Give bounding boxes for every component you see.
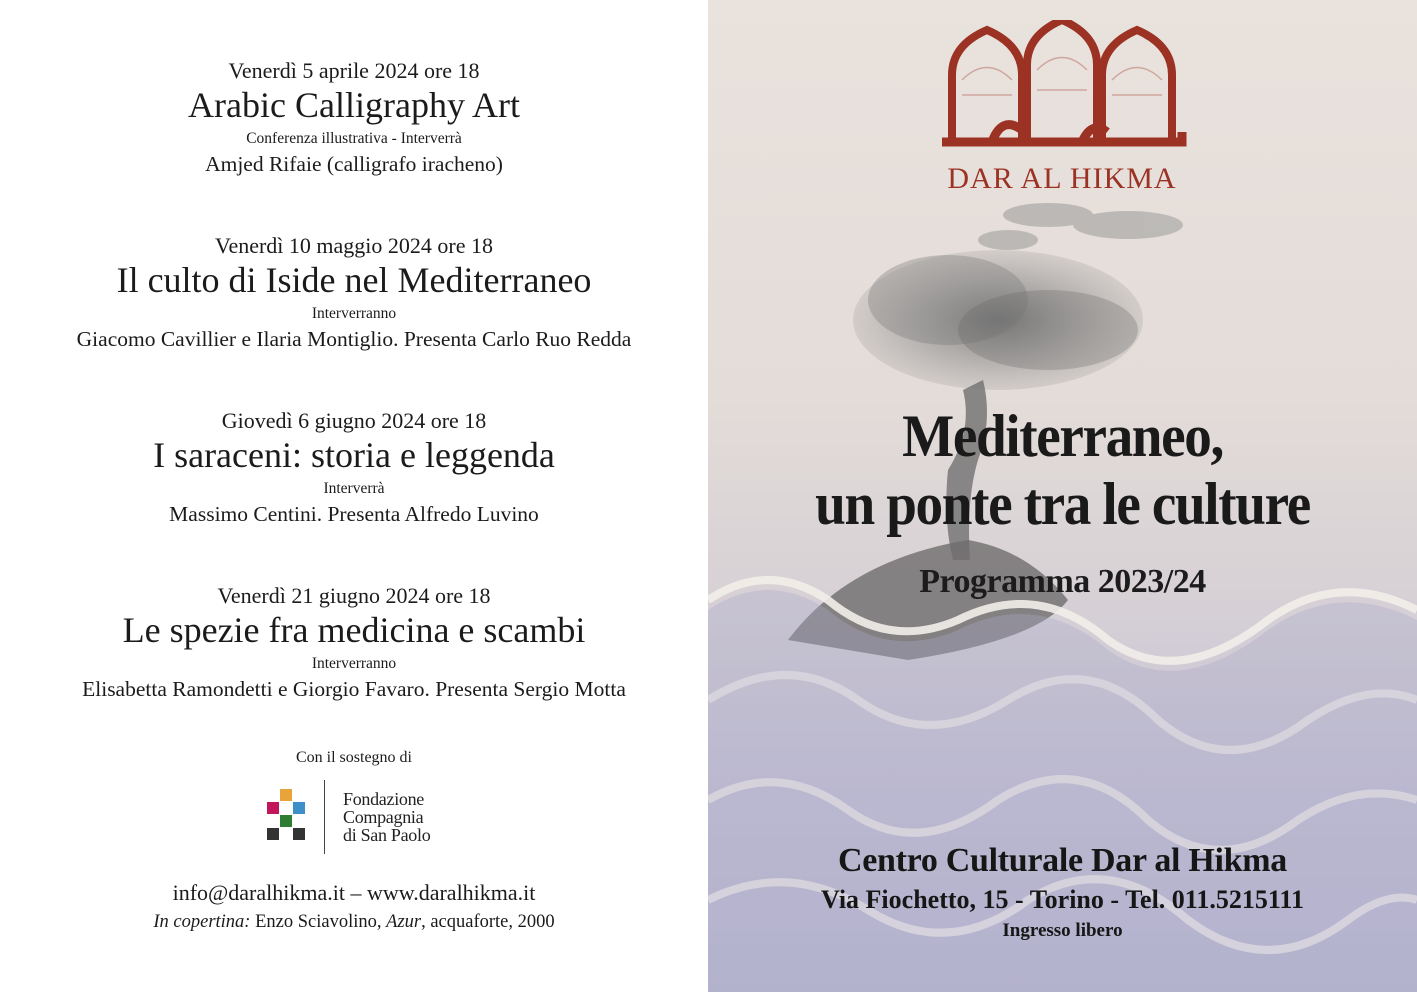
event-role: Interverranno xyxy=(311,305,397,322)
event-speakers: Giacomo Cavillier e Ilaria Montiglio. Presenta Carlo Ruo Redda xyxy=(76,327,632,351)
sponsor-square xyxy=(267,828,279,840)
event-date: Venerdì 10 maggio 2024 ore 18 xyxy=(215,233,493,258)
arches-icon xyxy=(932,20,1192,160)
sponsor-name-line: Compagnia xyxy=(343,807,424,827)
sponsor-square xyxy=(267,802,279,814)
event-title: I saraceni: storia e leggenda xyxy=(153,435,555,475)
event-role: Conferenza illustrativa - Interverrà xyxy=(246,130,462,147)
sponsor-square xyxy=(280,789,292,801)
sponsor-name-line: Fondazione xyxy=(343,789,424,809)
contacts[interactable]: info@daralhikma.it – www.daralhikma.it xyxy=(172,880,536,905)
event-speakers: Massimo Centini. Presenta Alfredo Luvino xyxy=(169,502,539,526)
cover-title xyxy=(736,402,1388,538)
entry-note: Ingresso libero xyxy=(1002,920,1123,941)
event-role: Interverrà xyxy=(323,480,385,497)
event-date: Giovedì 6 giugno 2024 ore 18 xyxy=(221,408,487,433)
venue-address: Via Fiochetto, 15 - Torino - Tel. 011.5215111 xyxy=(821,885,1304,914)
dar-al-hikma-logo xyxy=(932,20,1192,200)
event-1 xyxy=(0,58,708,177)
event-role: Interverranno xyxy=(311,655,397,672)
credit-work: Azur xyxy=(386,912,422,932)
cover-title-line: un ponte tra le culture xyxy=(815,471,1310,537)
cover-title-line: Mediterraneo, xyxy=(902,403,1223,469)
cover-credit xyxy=(0,912,708,933)
sponsor-divider xyxy=(324,780,325,854)
event-speakers: Amjed Rifaie (calligrafo iracheno) xyxy=(205,152,503,176)
event-3 xyxy=(0,408,708,527)
support-label: Con il sostegno di xyxy=(295,749,412,766)
sponsor-square xyxy=(280,815,292,827)
program-panel xyxy=(0,0,708,992)
sponsor-square xyxy=(293,802,305,814)
sponsor-logo xyxy=(262,778,462,856)
sponsor-name xyxy=(343,790,430,844)
credit-rest: , acquaforte, 2000 xyxy=(421,912,555,932)
venue-name: Centro Culturale Dar al Hikma xyxy=(837,842,1288,879)
event-date: Venerdì 21 giugno 2024 ore 18 xyxy=(217,583,491,608)
logo-name: DAR AL HIKMA xyxy=(947,162,1177,195)
event-title: Le spezie fra medicina e scambi xyxy=(122,610,586,650)
sponsor-name-line: di San Paolo xyxy=(343,825,431,845)
event-4 xyxy=(0,583,708,702)
event-2 xyxy=(0,233,708,352)
credit-prefix: In copertina: xyxy=(153,912,251,932)
birds-artwork xyxy=(978,203,1183,250)
cover-subtitle: Programma 2023/24 xyxy=(919,563,1206,600)
event-date: Venerdì 5 aprile 2024 ore 18 xyxy=(228,58,480,83)
event-speakers: Elisabetta Ramondetti e Giorgio Favaro. Presenta Sergio Motta xyxy=(82,677,626,701)
event-title: Il culto di Iside nel Mediterraneo xyxy=(116,260,592,300)
credit-artist: Enzo Sciavolino, xyxy=(250,912,387,932)
cover-panel xyxy=(708,0,1417,992)
event-title: Arabic Calligraphy Art xyxy=(188,85,520,125)
sponsor-square xyxy=(293,828,305,840)
